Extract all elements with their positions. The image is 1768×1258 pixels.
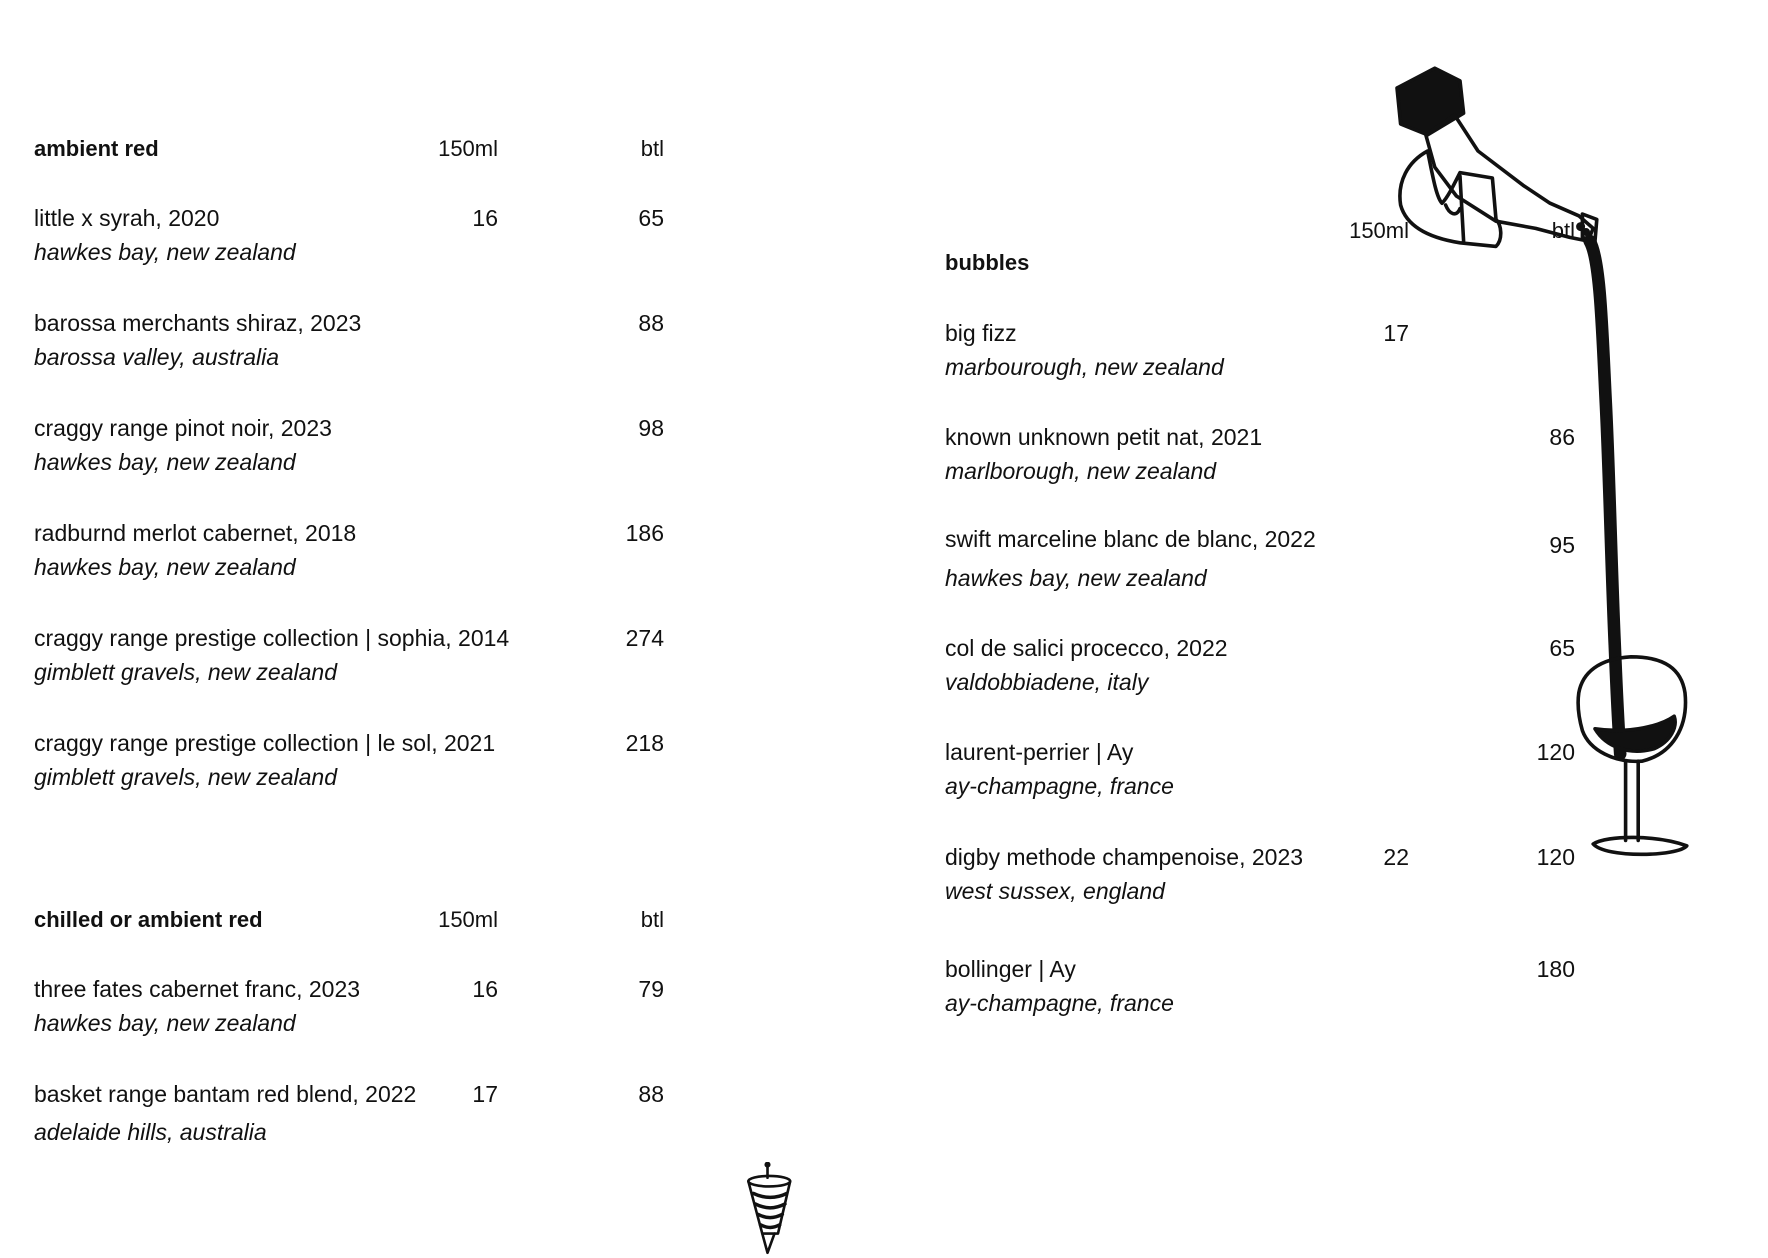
price-bottle: 86 [1549,424,1575,450]
wine-name: craggy range prestige collection | sophia, 2014 [34,625,510,651]
price-bottle: 120 [1536,739,1575,765]
price-bottle: 88 [638,310,664,336]
price-150ml: 16 [472,976,498,1002]
wine-name: three fates cabernet franc, 2023 [34,976,361,1002]
wine-origin: west sussex, england [945,878,1165,904]
wine-origin: marlborough, new zealand [945,458,1217,484]
wine-name: col de salici procecco, 2022 [945,635,1228,661]
wine-origin: adelaide hills, australia [34,1119,267,1145]
wine-origin: hawkes bay, new zealand [34,1010,296,1036]
wine-name: big fizz [945,320,1017,346]
price-bottle: 120 [1536,844,1575,870]
section-ambient-red [34,136,674,816]
cone-illustration-icon [736,1162,806,1258]
price-150ml: 22 [1383,844,1409,870]
wine-origin: ay-champagne, france [945,990,1174,1016]
wine-name: little x syrah, 2020 [34,205,220,231]
price-150ml: 17 [1383,320,1409,346]
wine-origin: hawkes bay, new zealand [945,565,1207,591]
price-bottle: 180 [1536,956,1575,982]
price-bottle: 79 [638,976,664,1002]
section-chilled-red [34,907,674,1167]
wine-origin: gimblett gravels, new zealand [34,764,337,790]
column-header-btl: btl [1551,218,1575,243]
price-bottle: 98 [638,415,664,441]
price-150ml: 16 [472,205,498,231]
wine-origin: hawkes bay, new zealand [34,554,296,580]
section-title: ambient red [34,136,159,161]
wine-name: known unknown petit nat, 2021 [945,424,1263,450]
column-header-150ml: 150ml [438,907,498,932]
wine-name: bollinger | Ay [945,956,1076,982]
wine-origin: gimblett gravels, new zealand [34,659,337,685]
price-bottle: 65 [1549,635,1575,661]
wine-name: craggy range pinot noir, 2023 [34,415,332,441]
wine-origin: ay-champagne, france [945,773,1174,799]
wine-origin: marbourough, new zealand [945,354,1224,380]
price-bottle: 186 [625,520,664,546]
wine-origin: valdobbiadene, italy [945,669,1149,695]
wine-name: laurent-perrier | Ay [945,739,1134,765]
wine-origin: barossa valley, australia [34,344,280,370]
wine-name: barossa merchants shiraz, 2023 [34,310,362,336]
wine-origin: hawkes bay, new zealand [34,449,296,475]
section-title: bubbles [945,250,1030,275]
wine-name: basket range bantam red blend, 2022 [34,1081,417,1107]
column-header-btl: btl [640,136,664,161]
column-header-btl: btl [640,907,664,932]
price-bottle: 95 [1549,532,1575,558]
column-header-150ml: 150ml [1349,218,1409,243]
price-150ml: 17 [472,1081,498,1107]
section-title: chilled or ambient red [34,907,263,932]
wine-name: swift marceline blanc de blanc, 2022 [945,526,1316,552]
bottle-pouring-icon [1370,26,1730,906]
wine-name: digby methode champenoise, 2023 [945,844,1304,870]
column-header-150ml: 150ml [438,136,498,161]
price-bottle: 274 [625,625,664,651]
price-bottle: 88 [638,1081,664,1107]
price-bottle: 65 [638,205,664,231]
wine-name: radburnd merlot cabernet, 2018 [34,520,357,546]
wine-name: craggy range prestige collection | le sol, 2021 [34,730,496,756]
wine-origin: hawkes bay, new zealand [34,239,296,265]
price-bottle: 218 [625,730,664,756]
